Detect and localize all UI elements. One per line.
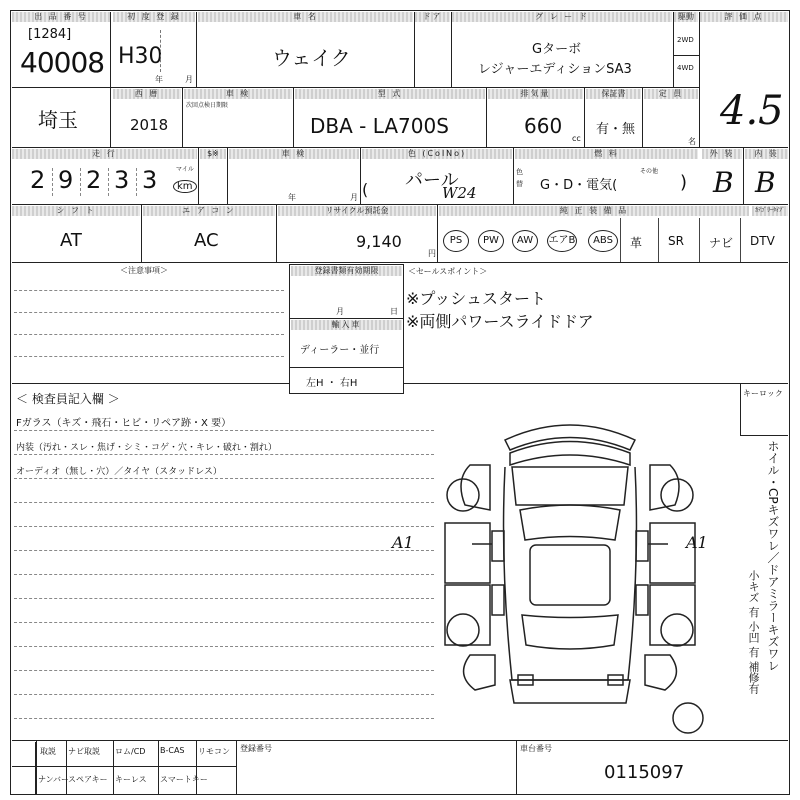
exterior-value: B	[713, 166, 734, 199]
inspection-line1: Fガラス（キズ・飛石・ヒビ・リペア跡・X 要）	[16, 418, 232, 429]
damage-mark-left: A1	[392, 533, 414, 552]
category-header: ｶﾃｺﾞﾘｰﾀｲﾌﾟ	[752, 206, 788, 216]
year-value: 2018	[130, 116, 169, 134]
year-header: 西 暦	[113, 89, 181, 99]
interior-value: B	[755, 166, 776, 199]
import-header: 輸入車	[291, 320, 402, 330]
score-value: 4.5	[720, 88, 784, 134]
rear-window	[522, 615, 618, 649]
handle-value: 左H ・ 右H	[306, 378, 358, 389]
car-diagram	[430, 405, 710, 745]
shift-header: シ フ ト	[12, 206, 140, 216]
model-header: 型 式	[295, 89, 485, 99]
mileage-header: 走 行	[12, 149, 197, 159]
cc-unit: cc	[572, 134, 581, 143]
door-header: ドア	[415, 12, 450, 22]
car-body	[504, 467, 637, 680]
lot-header: 出 品 番 号	[12, 12, 110, 22]
import-value: ディーラー・並行	[300, 345, 380, 356]
wheel-rr	[661, 614, 693, 646]
color-value: パール	[405, 170, 459, 191]
grade-line1: Gターボ	[532, 42, 582, 57]
wheel-rl	[447, 614, 479, 646]
equipment-item: ABS	[588, 230, 618, 252]
region-value: 埼玉	[38, 108, 78, 132]
sales-point-2: ※両側パワースライドドア	[406, 312, 594, 331]
interior-header: 内 装	[745, 149, 788, 159]
first-reg-year-unit: 年	[155, 75, 163, 84]
fuel-other: その他	[640, 168, 659, 175]
wheel-fr	[661, 479, 693, 511]
equipment-item: ナビ	[709, 236, 734, 250]
fuel-close: )	[680, 172, 688, 193]
front-bumper	[505, 425, 635, 450]
left-door-front	[445, 523, 490, 583]
reg-no-label: 登録番号	[240, 744, 272, 753]
equipment-item: 革	[630, 236, 643, 250]
reg-expiry-header: 登録書類有効期限	[291, 266, 402, 276]
windshield	[520, 505, 620, 540]
mileage-digit: 2	[30, 166, 46, 194]
key-lock-label: キーロック	[743, 389, 783, 398]
mileage-digit: 9	[58, 166, 74, 194]
fuel-header: 燃 料	[515, 149, 698, 159]
legend-line1: ホイル・CPキズワレ／ドアミラーキズワレ	[766, 440, 780, 672]
mileage-digit: 3	[114, 166, 130, 194]
grade-header: グ レ ー ド	[452, 12, 672, 22]
footer-item: ナンバー	[38, 775, 70, 784]
legend-line2: 小キズ 有 小凹 有 補修有	[747, 570, 760, 694]
equipment-header: 純 正 装 備 品	[439, 206, 749, 216]
equipment-item: PS	[443, 230, 469, 252]
spare-wheel	[673, 703, 703, 733]
chassis-label: 車台番号	[520, 744, 552, 753]
reg-day: 日	[390, 307, 398, 316]
car-name-header: 車 名	[198, 12, 413, 22]
aircon-header: エ ア コ ン	[143, 206, 275, 216]
sales-point-1: ※プッシュスタート	[406, 289, 546, 308]
equipment-item: DTV	[750, 234, 775, 248]
footer-item: キーレス	[115, 775, 147, 784]
footer-item: スペアキー	[68, 775, 108, 784]
aircon-value: AC	[194, 230, 219, 251]
reg-month: 月	[336, 307, 344, 316]
first-reg-month-unit: 月	[185, 75, 193, 84]
first-reg-value: H30	[118, 44, 163, 69]
exterior-header: 外 装	[702, 149, 742, 159]
inspection-header: 車 検	[229, 149, 359, 159]
equipment-item: SR	[668, 234, 684, 248]
fuel-value: G・D・電気(	[540, 178, 618, 193]
wheel-fl	[447, 479, 479, 511]
lot-number: 40008	[20, 46, 105, 79]
left-front-fender	[461, 465, 490, 510]
right-front-fender	[650, 465, 679, 510]
roof	[530, 545, 610, 605]
inspection-line2: 内装（汚れ・スレ・焦げ・シミ・コゲ・穴・キレ・破れ・割れ）	[16, 443, 277, 453]
capacity-header: 定 員	[644, 89, 698, 99]
drive-2wd: 2WD	[677, 36, 694, 44]
chassis-value: 0115097	[604, 762, 685, 783]
shaken-flag-header: $※	[200, 149, 226, 159]
color-flag: 色替	[516, 168, 523, 188]
footer-item: B-CAS	[160, 746, 185, 755]
mileage-digit: 2	[86, 166, 102, 194]
model-value: DBA - LA700S	[310, 114, 449, 138]
rear-bumper	[510, 680, 630, 703]
footer-checkbox-column	[12, 742, 36, 794]
displacement-header: 排気量	[488, 89, 583, 99]
shaken-sub: 次回点検日期限	[186, 102, 229, 109]
drive-4wd: 4WD	[677, 64, 694, 72]
sales-label: ＜セールスポイント＞	[408, 267, 488, 276]
shift-value: AT	[60, 230, 82, 251]
inspection-year: 年	[288, 193, 296, 202]
inspection-title: ＜ 検査員記入欄 ＞	[16, 392, 120, 406]
grade-line2: レジャーエディションSA3	[478, 62, 632, 77]
damage-mark-right: A1	[686, 533, 708, 552]
lot-bracket: [1284]	[28, 27, 72, 42]
mileage-digit: 3	[142, 166, 158, 194]
footer-item: 取説	[40, 747, 56, 756]
footer-item: ロム/CD	[115, 747, 146, 756]
recycle-unit: 円	[428, 249, 436, 258]
hood	[510, 442, 630, 466]
recycle-value: 9,140	[356, 232, 402, 251]
equipment-item: PW	[478, 230, 504, 252]
legend-vertical	[740, 440, 788, 740]
color-code: W24	[442, 184, 477, 202]
recycle-header: リサイクル預託金	[278, 206, 436, 216]
color-paren: (	[362, 180, 369, 199]
drive-header: 駆動	[674, 12, 698, 22]
equipment-item: AW	[512, 230, 538, 252]
displacement-value: 660	[524, 114, 563, 138]
right-window-front	[636, 531, 648, 561]
left-window-front	[492, 531, 504, 561]
right-door-front	[650, 523, 695, 583]
roof-front	[512, 467, 628, 505]
capacity-unit: 名	[688, 137, 696, 146]
right-rear-fender	[645, 655, 676, 690]
mileage-unit: km	[173, 180, 197, 193]
inspection-month: 月	[350, 193, 358, 202]
footer-item: ナビ取説	[68, 747, 100, 756]
car-name: ウェイク	[272, 46, 351, 70]
warranty-value: 有・無	[596, 122, 636, 137]
footer-item: リモコン	[198, 747, 230, 756]
equipment-item: エアB	[547, 230, 577, 252]
footer-item: スマートキー	[160, 775, 208, 784]
caution-label: ＜注意事項＞	[120, 266, 168, 275]
score-header: 評 価 点	[700, 12, 788, 22]
shaken-header: 車 検	[184, 89, 292, 99]
right-window-rear	[636, 585, 648, 615]
warranty-header: 保証書	[586, 89, 641, 99]
first-reg-header: 初 度 登 録	[113, 12, 195, 22]
color-header: 色 (ColNo)	[362, 149, 512, 159]
left-rear-fender	[464, 655, 495, 690]
left-window-rear	[492, 585, 504, 615]
inspection-line3: オーディオ（無し・穴）／タイヤ（スタッドレス）	[16, 467, 222, 477]
mileage-unit-top: マイル	[176, 166, 194, 173]
